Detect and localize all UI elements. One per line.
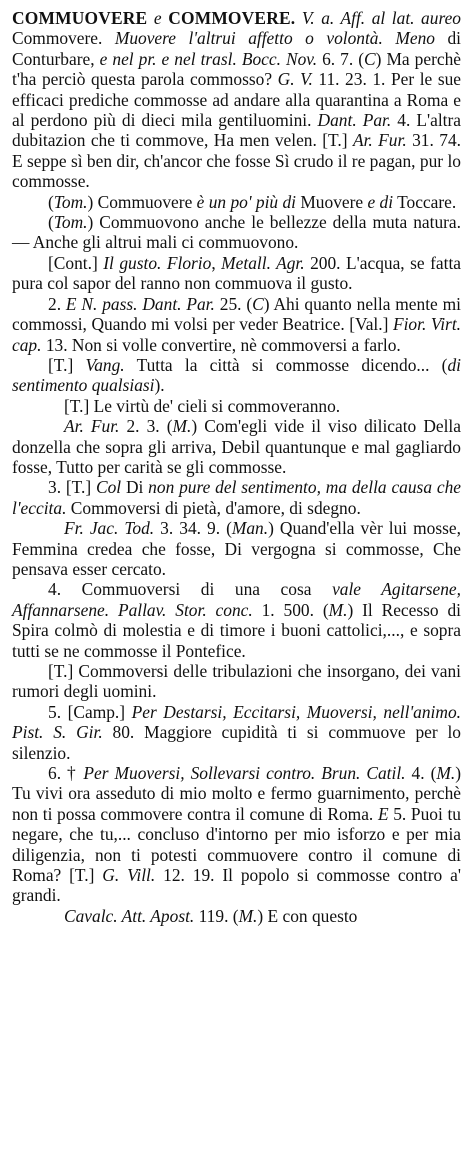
text-run [147,8,154,28]
text-run: ) Tu vivi ora asseduto di mio molto e fermo guarnimento, perchè non ti possa commovere contra il comune di Roma. [12,763,461,824]
italic-text: G. V. [277,69,313,90]
italic-text: Col [95,477,122,498]
entry-headword-paragraph [12,8,461,192]
text-run: ) Com'egli vide il viso dilicato Della donzella che sopra gli arriva, Debil quantunque e mal gagliardo fosse, Tutto per carità se gli commosse. [12,416,461,477]
text-run: 200. L'acqua, se fatta pura col sapor del ranno non commuova il gusto. [12,252,461,294]
text-run: 2. [48,293,66,314]
entry-note-tommaseo-1 [12,192,461,212]
italic-text: E N. pass. Dant. Par. [65,293,215,314]
entry-sense-3 [12,477,461,518]
italic-text: Tom. [53,212,88,233]
entry-sense-3-jacopone [12,518,461,579]
text-run: ) Quand'ella vèr lui mosse, Femmina credea che fosse, Di vergogna si commosse, Che pensava esser cercato. [12,518,461,579]
italic-text: è un po' più di [196,191,296,212]
entry-sense-6 [12,763,461,906]
italic-text: V. a. Aff. al lat. aureo [301,8,461,28]
italic-text: G. Vill. [102,865,156,886]
italic-text: Tom. [53,191,88,212]
entry-sense-6-cavalca [12,906,461,926]
text-run: Conturbare [12,48,91,69]
entry-sense-5 [12,702,461,763]
entry-sense-2-vangelo [12,355,461,396]
entry-sense-4 [12,579,461,661]
entry-sense-4-example [12,661,461,702]
text-run: ) E con questo [257,905,358,926]
italic-text: M. [238,905,258,926]
text-run: 6. 7. ( [317,48,365,69]
italic-text: di sentimento qualsiasi [12,354,461,396]
headword: COMMOVERE. [168,8,296,28]
text-run: 13. Non si volle convertire, nè commoversi a farlo. [41,334,401,355]
italic-text: Agitarsene, Affannarsene. Pallav. Stor. conc. [12,579,461,620]
text-run [295,8,302,28]
text-run: 4. L'altra dubitazion che ti commove, Ha men velen. [T.] [12,110,462,151]
text-run: Muovere [296,191,368,212]
text-run: Commovere. [12,28,115,49]
text-run: ( [48,212,54,233]
text-run: , [90,48,100,69]
text-run: 3. [T.] [48,477,96,498]
italic-text: Il gusto. Florio [103,252,212,273]
text-run: 2. 3. ( [119,416,173,437]
italic-text: Per [83,763,109,784]
text-run: ) Commuovono anche le bellezze della muta natura. — Anche gli altrui mali ci commuovono. [12,212,461,253]
italic-text: Metall. Agr. [221,252,305,273]
italic-text: M. [328,599,348,620]
italic-text: Dant. Par. [317,110,392,131]
text-run: [Cont.] [48,252,104,273]
entry-sense-2-ariosto [12,416,461,477]
text-run: ) Ma perchè t'ha perciò questa parola commosso? [12,48,461,90]
italic-text: Destarsi, Eccitarsi, Muoversi, nell'animo. Pist. S. Gir. [12,701,461,743]
text-run: 119. ( [194,905,239,926]
headword: COMMUOVERE [12,8,148,28]
text-run: 6. † [48,763,84,784]
entry-sense-2-example [12,396,461,416]
text-run: Tutta la città si commosse dicendo... ( [124,354,448,375]
italic-text: e di [367,191,394,212]
italic-text: C [252,293,264,314]
text-run: 5. [Camp.] [48,701,132,722]
italic-text: Fior. Virt. cap. [12,314,461,355]
text-run: 80. Maggiore cupidità ti si commuove per lo silenzio. [12,722,462,763]
text-run: [T.] [48,354,86,375]
text-run: Commoversi di pietà, d'amore, di sdegno. [66,497,361,518]
italic-text: Per [131,701,157,722]
text-run: 12. 19. Il popolo si commosse contro a' grandi. [12,865,461,906]
text-run: ) Ahi quanto nella mente mi commossi, Quando mi volsi per veder Beatrice. [Val.] [12,293,462,335]
text-run: ) Commuovere [87,191,197,212]
entry-sense-2 [12,294,461,355]
italic-text: Fr. Jac. Tod. [64,518,155,539]
text-run: 5. Puoi tu negare, che tu,... concluso d'intorno per mio isforzo e per mia diligenzia, non ti potesti commuovere contro il comune di Roma? [T.] [12,803,461,886]
italic-text: non pure del sentimento, ma della causa che l'eccita. [12,477,461,518]
italic-text: M. [172,416,192,437]
italic-text: e [153,8,162,28]
text-run: ( [48,191,54,212]
italic-text: M. [436,763,456,784]
entry-note-tommaseo-2 [12,212,461,253]
text-run: 4. Commuoversi di una cosa [48,579,333,600]
italic-text: Muoversi, Sollevarsi contro. Brun. Catil. [108,763,406,784]
italic-text: Muovere l'altrui affetto o volontà. Meno [114,28,435,49]
text-run: , [211,252,222,273]
text-run: ) Il Recesso di Spira colmò di molestia e di timore i buoni cattolici,..., e sopra tutti se ne commosse il Pontefice. [12,599,461,661]
text-run: [T.] Le virtù de' cieli si commoveranno. [64,395,341,416]
text-run: ). [154,375,165,396]
entry-citation-cont [12,253,461,294]
text-run: Di [121,477,149,498]
italic-text: e nel pr. e nel trasl. Bocc. Nov. [99,48,318,69]
text-run: 1. 500. ( [252,599,329,620]
text-run: di [434,28,462,49]
text-run: 3. 34. 9. ( [154,518,232,539]
italic-text: Cavalc. Att. Apost. [64,905,195,926]
text-run: [T.] Commoversi delle tribulazioni che insorgano, dei vani rumori degli uomini. [12,661,461,702]
italic-text: Ar. Fur. [352,130,407,151]
text-run: Toccare. [393,191,457,212]
text-run: 4. ( [405,763,437,784]
text-run: 31. 74. E seppe sì ben dir, ch'ancor che fosse Sì crudo il re pagan, pur lo commosse. [12,130,461,192]
italic-text: E [377,803,389,824]
italic-text: Man. [231,518,269,539]
text-run: 11. 23. 1. Per le sue efficaci prediche commosse ad andare alla quarantina a Roma e al perdono più di dieci mila gentiluomini. [12,69,462,131]
italic-text: Vang. [85,354,125,375]
text-run: 25. ( [214,293,253,314]
italic-text: C [364,48,376,69]
italic-text: Ar. Fur. [64,416,120,437]
italic-text: vale [332,579,362,600]
